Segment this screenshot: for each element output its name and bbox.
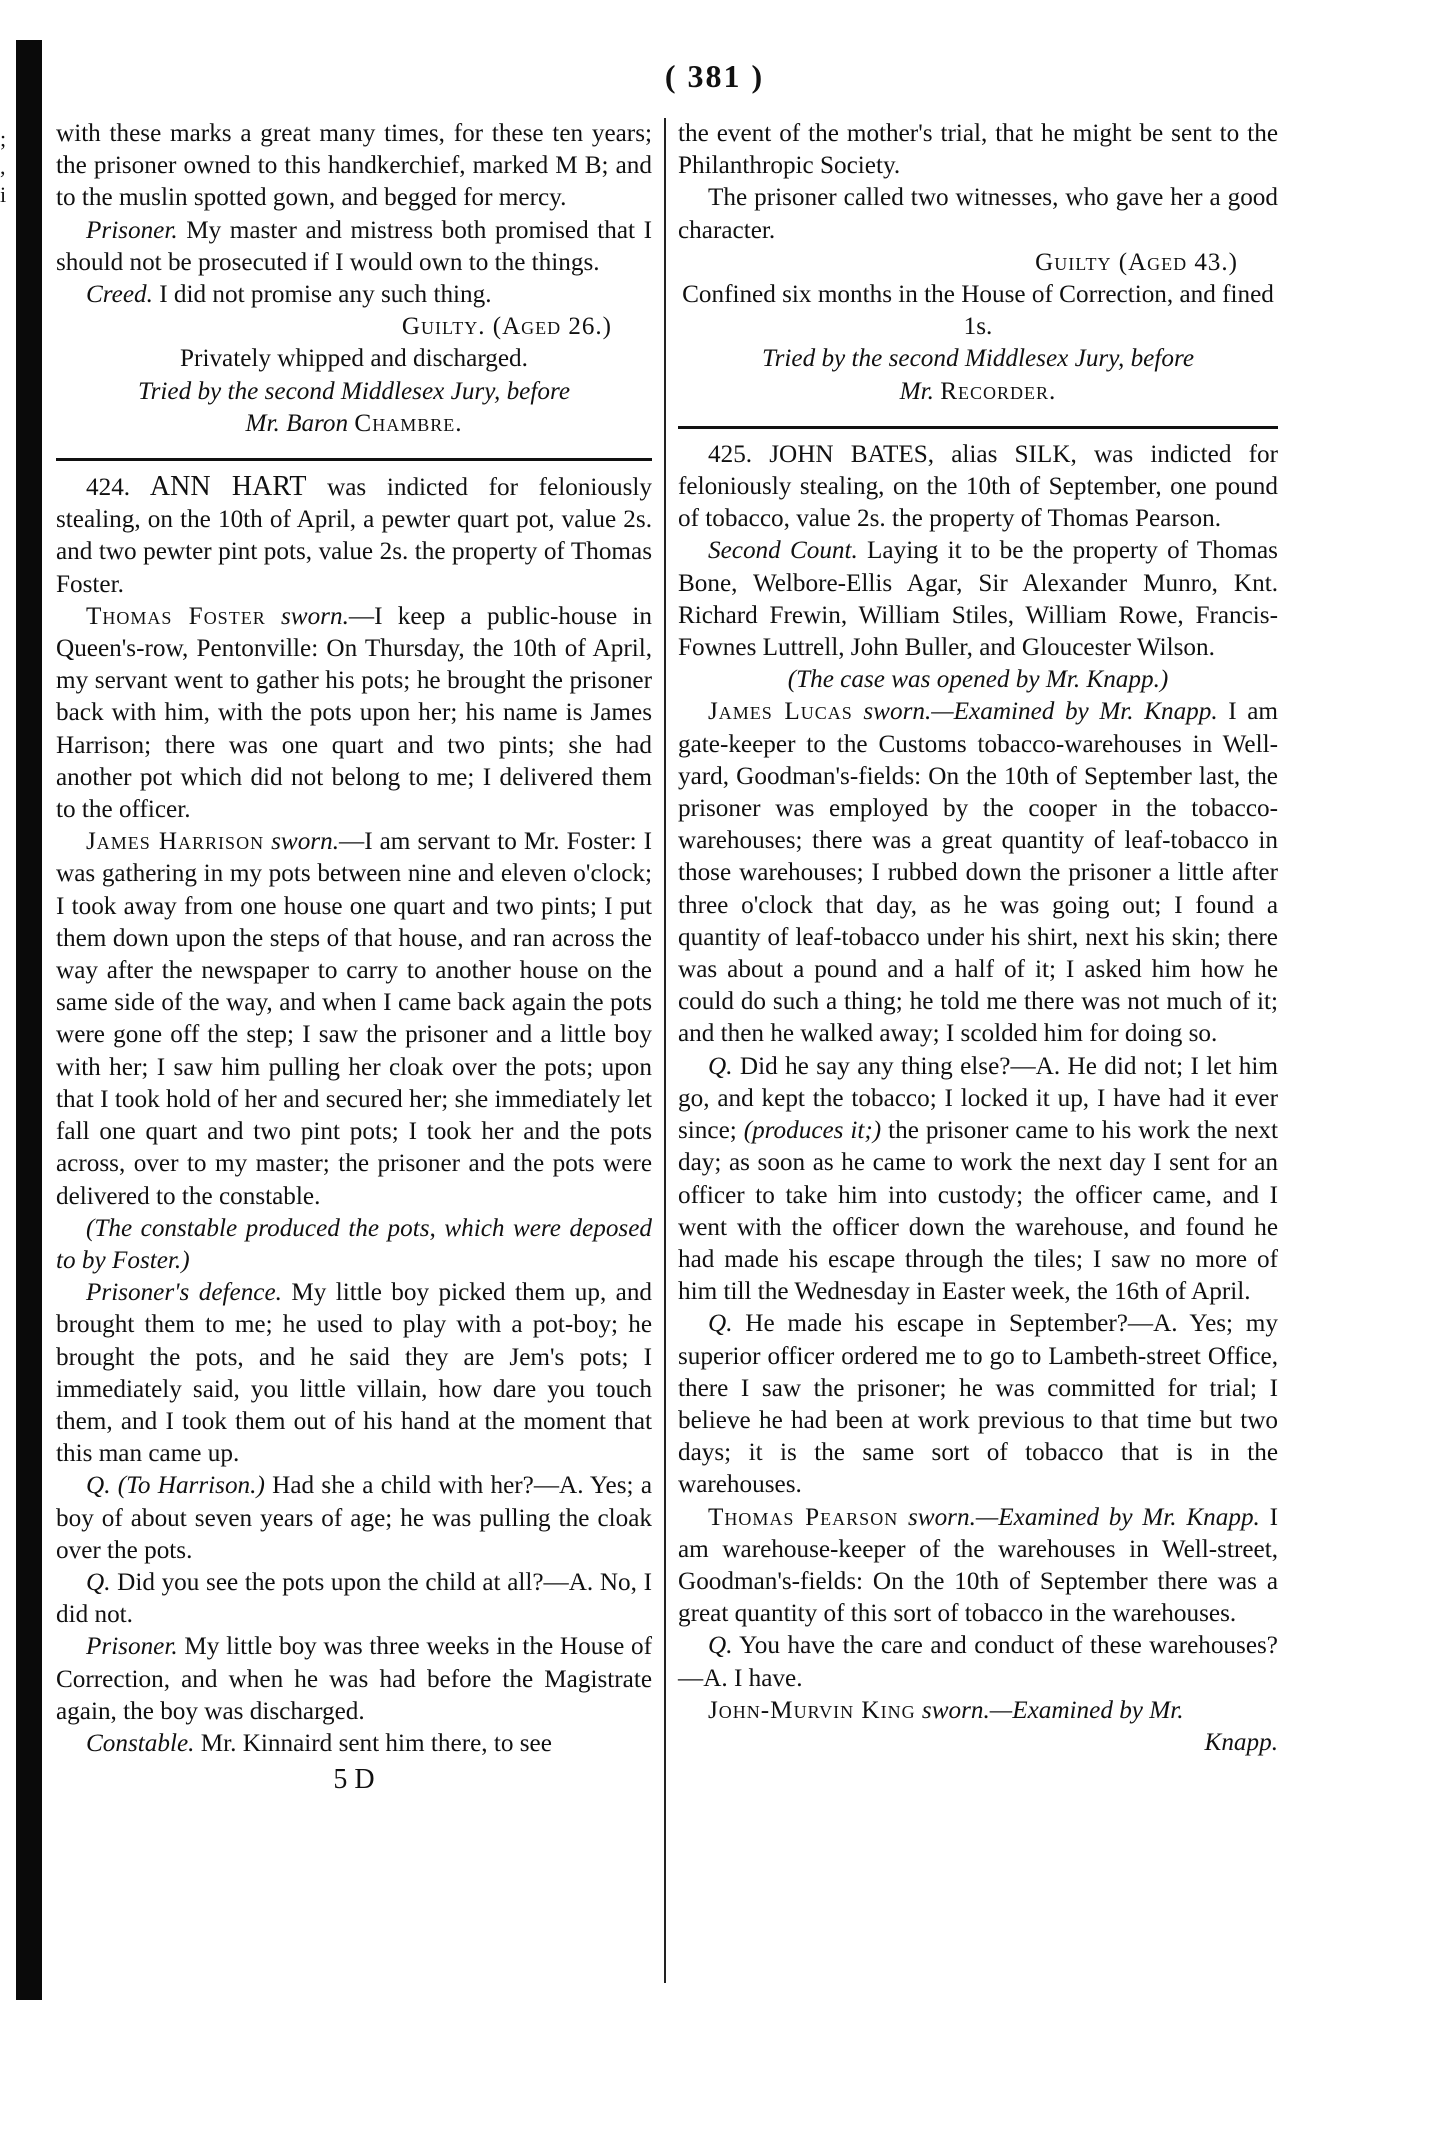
paragraph: with these marks a great many times, for these ten years; the prisoner owned to this handkerchief, marked M B; and to the muslin spotted gown, and begged for mercy. [56, 120, 652, 212]
judge-title: Mr. Baron [245, 409, 355, 437]
paragraph [56, 279, 652, 311]
witness-name: Thomas Foster [86, 602, 266, 630]
speech-text: My master and mistress both promised that I should not be prosecuted if I would own to the things. [56, 216, 652, 276]
addressee: (To Harrison.) [110, 1472, 265, 1500]
question [678, 1630, 1278, 1694]
case-separator [678, 426, 1278, 429]
tried-by-judge [56, 408, 652, 440]
defence-text: My little boy picked them up, and brought them to me; he used to play with a pot-boy; he brought the pots, and he said they are Jem's pots; I immediately said, you little villain, how dare you touch them, and I took them out of his hand at the moment that this man came up. [56, 1279, 653, 1468]
margin-mark: ; [0, 126, 7, 151]
paragraph [56, 215, 652, 279]
question [678, 1051, 1278, 1309]
testimony-text: —I am servant to Mr. Foster: I was gathering in my pots between nine and eleven o'clock; I took away from one house one quart and two pints; I put them down upon the steps of that house, and ran across the way after the newspaper to carry to another house on the same side of the way, and when I came back again the pots were gone off the step; I saw the prisoner and a little boy with her; I saw him pulling her cloak over the pots; upon that I took hold of her and secured her; she immediately let fall one quart and two pint pots; I took her and the pots across, over to my master; the prisoner and the pots were delivered to the constable. [56, 828, 652, 1210]
indictment-text: was indicted for feloniously stealing, on the 10th of September, one pound of tobacco, value 2s. the property of Thomas Pearson. [678, 440, 1278, 533]
tried-by: Tried by the second Middlesex Jury, before [761, 345, 1195, 373]
paragraph: the event of the mother's trial, that he might be sent to the Philanthropic Society. [678, 120, 1278, 180]
catchword: Knapp. [1204, 1728, 1278, 1756]
margin-marks [0, 125, 12, 209]
testimony-text: I am gate-keeper to the Customs tobacco-warehouses in Well-yard, Goodman's-fields: On the 10th of September last, the prisoner was employed by the cooper in the tobacco-warehouses; there was a great quantity of leaf-tobacco in those warehouses; I rubbed down the prisoner a little after three o'clock that day, as he was going out; I found a quantity of leaf-tobacco under his shirt, next his skin; there was about a pound and a half of it; I asked him how he could do such a thing; he told me there was not much of it; and then he walked away; I scolded him for doing so. [678, 698, 1278, 1048]
right-column [678, 118, 1278, 1759]
signature-mark: 5 D [333, 1764, 375, 1796]
witness-name: James Lucas [708, 698, 853, 726]
verdict: Guilty (Aged 43.) [1035, 248, 1238, 276]
question-text: He made his escape in September?—A. Yes; my superior officer ordered me to go to Lambeth-street Office, there I saw the prisoner; he was committed for trial; I believe he had been at work previous to that time but two days; it is the same sort of tobacco that is in the warehouses. [678, 1310, 1278, 1499]
question-label: Q. [708, 1052, 733, 1080]
court-note: (The constable produced the pots, which were deposed to by Foster.) [56, 1214, 652, 1274]
witness-name: John-Murvin King [708, 1696, 916, 1724]
tried-by-judge [678, 376, 1278, 408]
sworn-label: sworn. [264, 828, 339, 856]
speaker-label: Prisoner. [86, 216, 178, 244]
sentence: Confined six months in the House of Correction, and fined 1s. [682, 281, 1274, 341]
count-text: Laying it to be the property of Thomas Bone, Welbore-Ellis Agar, Sir Alexander Munro, Knt. Richard Frewin, William Stiles, William Rowe, Francis-Fownes Luttrell, John Buller, and Gloucester Wilson. [678, 537, 1278, 662]
question-text: Had she a child with her?—A. Yes; a boy of about seven years of age; he was pulling the cloak over the pots. [56, 1472, 652, 1564]
question [678, 1308, 1278, 1501]
paragraph: The prisoner called two witnesses, who gave her a good character. [678, 184, 1278, 244]
judge-title: Mr. [899, 377, 941, 405]
defence [56, 1277, 652, 1470]
scan-edge-shadow [16, 40, 42, 2000]
sentence: Privately whipped and discharged. [180, 345, 528, 373]
testimony [678, 1695, 1278, 1727]
column-divider [664, 118, 666, 1983]
sworn-label: sworn.—Examined by Mr. Knapp. [852, 698, 1218, 726]
indictment-text: was indicted for feloniously stealing, on the 10th of April, a pewter quart pot, value 2s. and two pewter pint pots, value 2s. the property of Thomas Foster. [56, 474, 652, 598]
question-text: Did you see the pots upon the child at all?—A. No, I did not. [56, 1568, 652, 1629]
statement-text: My little boy was three weeks in the House of Correction, and when he was had before the Magistrate again, the boy was discharged. [56, 1633, 652, 1725]
sworn-label: sworn.—Examined by Mr. [915, 1696, 1184, 1724]
case-number: 424. [86, 474, 131, 502]
question-text: Did he say any thing else?—A. He did not; I let him go, and kept the tobacco; I locked it up, I have had it ever since; [678, 1052, 1278, 1145]
page-number: ( 381 ) [664, 58, 765, 94]
speaker-label: Constable. [86, 1729, 195, 1757]
defendant-name: JOHN BATES, alias SILK, [752, 440, 1077, 468]
speaker-label: Prisoner's defence. [86, 1279, 282, 1307]
produces-note: (produces it;) [743, 1117, 882, 1145]
sworn-label: sworn. [265, 602, 349, 630]
second-count [678, 535, 1278, 664]
testimony [678, 696, 1278, 1050]
margin-mark: , [0, 154, 6, 179]
case-opened-note: (The case was opened by Mr. Knapp.) [787, 666, 1169, 694]
case-heading [56, 471, 652, 601]
sworn-label: sworn.—Examined by Mr. Knapp. [898, 1503, 1260, 1531]
case-separator [56, 458, 652, 461]
testimony [56, 601, 652, 826]
judge-name: Recorder. [940, 377, 1057, 405]
testimony-text: I am warehouse-keeper of the warehouses in Well-street, Goodman's-fields: On the 10th of September there was a great quantity of this sort of tobacco in the warehouses. [678, 1503, 1279, 1628]
judge-name: Chambre. [354, 409, 463, 437]
count-label: Second Count. [708, 537, 858, 565]
left-column [56, 118, 652, 1796]
statement-text: Mr. Kinnaird sent him there, to see [194, 1729, 552, 1757]
witness-name: James Harrison [86, 828, 265, 856]
question-label: Q. [708, 1632, 733, 1660]
testimony [678, 1502, 1278, 1631]
question-label: Q. [708, 1310, 733, 1338]
testimony-text: —I keep a public-house in Queen's-row, Pentonville: On Thursday, the 10th of April, my servant went to gather his pots; he brought the prisoner back with him, with the pots upon her; his name is James Harrison; there was one quart and two pints; she had another pot which did not belong to me; I delivered them to the officer. [56, 602, 652, 824]
speaker-label: Creed. [86, 281, 153, 309]
case-heading [678, 439, 1278, 536]
question-label: Q. [86, 1472, 111, 1500]
question-text-continued: the prisoner came to his work the next day; as soon as he came to work the next day I sent for an officer to take him into custody; the officer came, and I went with the officer down the warehouse, and found he had made his escape through the tiles; I saw no more of him till the Wednesday in Easter week, the 16th of April. [678, 1117, 1278, 1306]
question-text: You have the care and conduct of these warehouses?—A. I have. [678, 1632, 1278, 1692]
statement [56, 1728, 652, 1760]
case-number: 425. [708, 440, 753, 468]
question [56, 1567, 652, 1631]
speaker-label: Prisoner. [86, 1633, 178, 1661]
question [56, 1470, 652, 1567]
witness-name: Thomas Pearson [708, 1503, 899, 1531]
defendant-name: ANN HART [130, 471, 307, 503]
speech-text: I did not promise any such thing. [152, 281, 492, 309]
question-label: Q. [86, 1568, 111, 1596]
statement [56, 1631, 652, 1728]
margin-mark: i [0, 182, 7, 207]
tried-by: Tried by the second Middlesex Jury, before [137, 377, 571, 405]
testimony [56, 826, 652, 1212]
verdict: Guilty. (Aged 26.) [401, 313, 612, 341]
